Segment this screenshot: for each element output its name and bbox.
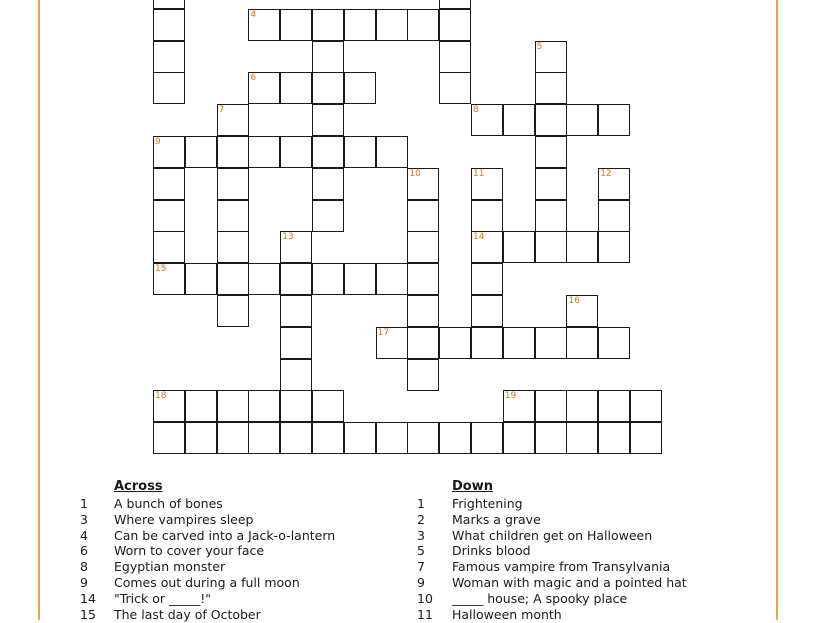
- crossword-cell[interactable]: [376, 327, 408, 359]
- crossword-cell[interactable]: [344, 72, 376, 104]
- clue-number: 9: [80, 575, 88, 590]
- crossword-cell[interactable]: [535, 327, 567, 359]
- crossword-cell[interactable]: [153, 136, 185, 168]
- clue-number: 6: [80, 543, 88, 559]
- crossword-cell[interactable]: [566, 422, 598, 454]
- clue-number: 14: [80, 590, 96, 606]
- clue-number: 15: [80, 606, 96, 622]
- crossword-cell[interactable]: [312, 168, 344, 200]
- crossword-cell[interactable]: [535, 136, 567, 168]
- crossword-cell[interactable]: [312, 72, 344, 104]
- crossword-cell[interactable]: [535, 422, 567, 454]
- clue-text: _____ house; A spooky place: [452, 590, 628, 606]
- crossword-cell[interactable]: [185, 390, 217, 422]
- crossword-cell[interactable]: [153, 231, 185, 263]
- clue-text: The last day of October: [114, 606, 261, 622]
- crossword-cell[interactable]: [280, 263, 312, 295]
- clue-number: 10: [417, 590, 433, 606]
- crossword-cell[interactable]: [280, 327, 312, 359]
- clue-text: Drinks blood: [452, 543, 531, 559]
- clue-number: 9: [417, 575, 425, 590]
- cell-number: 11: [473, 168, 485, 179]
- crossword-cell[interactable]: [248, 422, 280, 454]
- crossword-cell[interactable]: [153, 41, 185, 73]
- clue-text: Can be carved into a Jack-o-lantern: [114, 527, 336, 543]
- crossword-cell[interactable]: [407, 327, 439, 359]
- crossword-cell[interactable]: [630, 390, 662, 422]
- crossword-cell[interactable]: [503, 104, 535, 136]
- cell-number: 8: [473, 105, 479, 116]
- crossword-cell[interactable]: [376, 422, 408, 454]
- crossword-cell[interactable]: [566, 295, 598, 327]
- clue-text: Marks a grave: [452, 511, 541, 527]
- crossword-cell[interactable]: [535, 231, 567, 263]
- crossword-cell[interactable]: [376, 263, 408, 295]
- clue-text: Egyptian monster: [114, 559, 226, 575]
- clue-text: Where vampires sleep: [114, 511, 254, 527]
- cell-number: 4: [250, 9, 257, 20]
- clue-text: Frightening: [452, 496, 523, 511]
- crossword-cell[interactable]: [503, 231, 535, 263]
- crossword-cell[interactable]: [566, 231, 598, 263]
- crossword-cell[interactable]: [471, 231, 503, 263]
- crossword-cell[interactable]: [439, 422, 471, 454]
- cell-number: 12: [600, 168, 612, 179]
- cell-number: 18: [155, 391, 167, 402]
- crossword-cell[interactable]: [217, 200, 249, 232]
- crossword-cell[interactable]: [217, 136, 249, 168]
- crossword-cell[interactable]: [503, 327, 535, 359]
- crossword-cell[interactable]: [376, 9, 408, 41]
- clue-number: 3: [80, 511, 88, 527]
- crossword-cell[interactable]: [280, 9, 312, 41]
- crossword-cell[interactable]: [217, 422, 249, 454]
- crossword-cell[interactable]: [312, 136, 344, 168]
- crossword-cell[interactable]: [535, 168, 567, 200]
- crossword-cell[interactable]: [471, 422, 503, 454]
- clue-text: Woman with magic and a pointed hat: [452, 575, 687, 590]
- clue-number: 1: [417, 496, 425, 511]
- cell-number: 9: [155, 137, 161, 147]
- crossword-cell[interactable]: [407, 231, 439, 263]
- crossword-cell[interactable]: [217, 295, 249, 327]
- crossword-cell[interactable]: [280, 136, 312, 168]
- crossword-cell[interactable]: [439, 41, 471, 73]
- crossword-cell[interactable]: [407, 168, 439, 200]
- clue-text: Halloween month: [452, 606, 562, 622]
- crossword-cell[interactable]: [280, 422, 312, 454]
- crossword-cell[interactable]: [503, 390, 535, 422]
- crossword-cell[interactable]: [471, 104, 503, 136]
- crossword-cell[interactable]: [471, 200, 503, 232]
- clue-number: 2: [417, 511, 425, 527]
- crossword-cell[interactable]: [312, 41, 344, 73]
- cell-number: 19: [504, 391, 517, 402]
- clue-number: 11: [417, 606, 433, 622]
- crossword-cell[interactable]: [217, 231, 249, 263]
- crossword-cell[interactable]: [280, 390, 312, 422]
- crossword-cell[interactable]: [280, 295, 312, 327]
- crossword-cell[interactable]: [598, 200, 630, 232]
- cell-number: 14: [473, 232, 485, 243]
- crossword-cell[interactable]: [344, 263, 376, 295]
- clue-number: 8: [80, 559, 88, 575]
- cell-number: 13: [282, 232, 294, 243]
- crossword-cell[interactable]: [407, 9, 439, 41]
- crossword-cell[interactable]: [248, 9, 280, 41]
- crossword-cell[interactable]: [535, 200, 567, 232]
- cell-number: 10: [409, 168, 421, 179]
- crossword-cell[interactable]: [153, 422, 185, 454]
- crossword-cell[interactable]: [248, 390, 280, 422]
- crossword-cell[interactable]: [153, 390, 185, 422]
- crossword-cell[interactable]: [153, 72, 185, 104]
- clue-text: Comes out during a full moon: [114, 575, 300, 590]
- clue-number: 7: [417, 559, 425, 575]
- clue-number: 5: [417, 543, 425, 559]
- cell-number: 17: [377, 327, 390, 338]
- crossword-cell[interactable]: [566, 104, 598, 136]
- crossword-cell[interactable]: [153, 9, 185, 41]
- crossword-cell[interactable]: [471, 263, 503, 295]
- crossword-cell[interactable]: [248, 263, 280, 295]
- cell-number: 6: [250, 73, 257, 84]
- crossword-cell[interactable]: [566, 390, 598, 422]
- crossword-cell[interactable]: [407, 359, 439, 391]
- cell-number: 5: [536, 41, 543, 52]
- crossword-cell[interactable]: [535, 41, 567, 73]
- clue-number: 3: [417, 527, 425, 543]
- crossword-cell[interactable]: [598, 168, 630, 200]
- crossword-cell[interactable]: [535, 72, 567, 104]
- crossword-cell[interactable]: [312, 263, 344, 295]
- crossword-cell[interactable]: [185, 422, 217, 454]
- crossword-cell[interactable]: [248, 72, 280, 104]
- crossword-cell[interactable]: [598, 390, 630, 422]
- crossword-cell[interactable]: [153, 168, 185, 200]
- crossword-cell[interactable]: [248, 136, 280, 168]
- crossword-cell[interactable]: [153, 0, 185, 9]
- clue-text: What children get on Halloween: [452, 527, 653, 543]
- crossword-cell[interactable]: [630, 422, 662, 454]
- crossword-cell[interactable]: [217, 390, 249, 422]
- crossword-cell[interactable]: [312, 9, 344, 41]
- clue-text: "Trick or _____!": [114, 590, 212, 606]
- cell-number: 7: [218, 105, 225, 116]
- crossword-cell[interactable]: [312, 104, 344, 136]
- crossword-cell[interactable]: [598, 422, 630, 454]
- crossword-cell[interactable]: [471, 327, 503, 359]
- crossword-cell[interactable]: [598, 231, 630, 263]
- crossword-cell[interactable]: [153, 200, 185, 232]
- crossword-cell[interactable]: [535, 390, 567, 422]
- crossword-cell[interactable]: [407, 200, 439, 232]
- clue-text: Famous vampire from Transylvania: [452, 559, 671, 575]
- clue-number: 4: [80, 527, 88, 543]
- across-heading: Across: [114, 479, 163, 494]
- crossword-cell[interactable]: [407, 263, 439, 295]
- down-heading: Down: [452, 479, 493, 494]
- crossword-cell[interactable]: [280, 231, 312, 263]
- crossword-cell[interactable]: [439, 9, 471, 41]
- crossword-cell[interactable]: [217, 263, 249, 295]
- crossword-cell[interactable]: [535, 104, 567, 136]
- crossword-cell[interactable]: [344, 422, 376, 454]
- crossword-cell[interactable]: [312, 422, 344, 454]
- crossword-cell[interactable]: [439, 72, 471, 104]
- crossword-cell[interactable]: [344, 136, 376, 168]
- crossword-cell[interactable]: [566, 327, 598, 359]
- crossword-cell[interactable]: [439, 0, 471, 9]
- crossword-cell[interactable]: [598, 104, 630, 136]
- crossword-cell[interactable]: [280, 72, 312, 104]
- cell-number: 15: [155, 264, 167, 275]
- crossword-cell[interactable]: [471, 295, 503, 327]
- crossword-cell[interactable]: [598, 327, 630, 359]
- crossword-cell[interactable]: [153, 263, 185, 295]
- crossword-cell[interactable]: [312, 200, 344, 232]
- crossword-cell[interactable]: [217, 104, 249, 136]
- crossword-cell[interactable]: [471, 168, 503, 200]
- crossword-cell[interactable]: [280, 359, 312, 391]
- clue-text: A bunch of bones: [114, 496, 223, 511]
- crossword-cell[interactable]: [312, 390, 344, 422]
- crossword-cell[interactable]: [407, 295, 439, 327]
- crossword-cell[interactable]: [439, 327, 471, 359]
- crossword-cell[interactable]: [217, 168, 249, 200]
- cell-number: 16: [568, 296, 580, 306]
- crossword-cell[interactable]: [407, 422, 439, 454]
- clue-text: Worn to cover your face: [114, 543, 265, 559]
- clue-number: 1: [80, 496, 88, 511]
- crossword-cell[interactable]: [185, 136, 217, 168]
- crossword-cell[interactable]: [344, 9, 376, 41]
- crossword-cell[interactable]: [185, 263, 217, 295]
- crossword-cell[interactable]: [503, 422, 535, 454]
- crossword-cell[interactable]: [376, 136, 408, 168]
